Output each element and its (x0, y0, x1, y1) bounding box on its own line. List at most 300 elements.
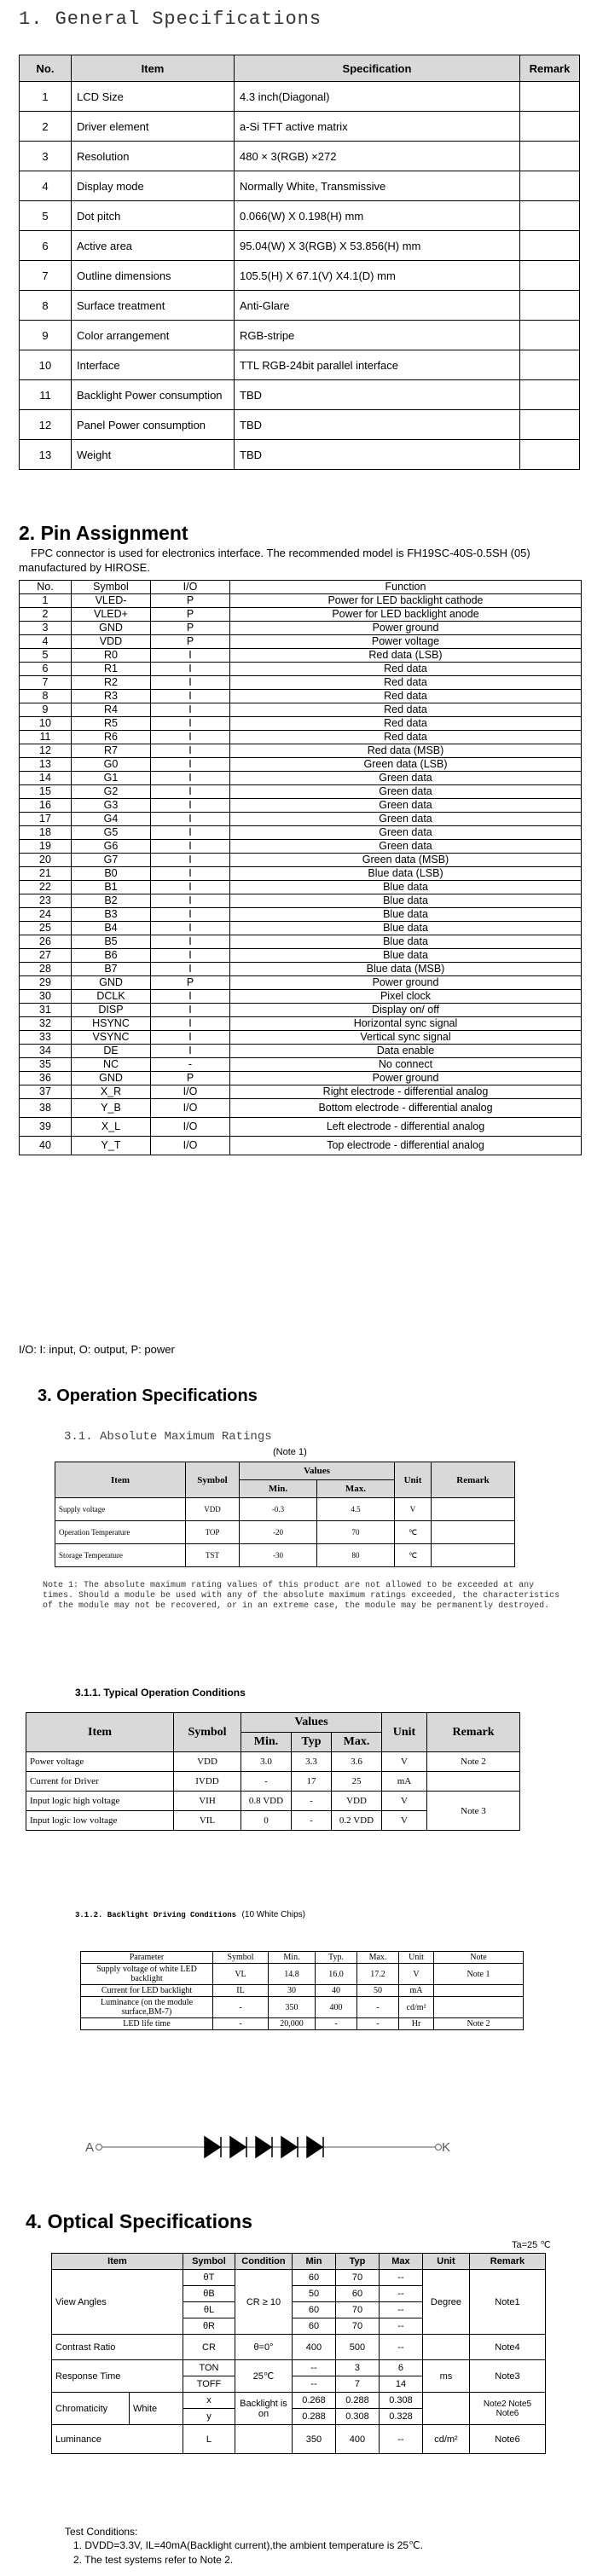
pin-cell: 6 (20, 663, 72, 676)
cell: θB (183, 2286, 235, 2302)
cell: 60 (292, 2302, 335, 2318)
table-row (20, 410, 580, 440)
col-header: Unit (399, 1952, 434, 1964)
pin-cell: G5 (72, 826, 151, 840)
cell (422, 2335, 469, 2360)
pin-cell: I (151, 935, 230, 949)
table-row (20, 380, 580, 410)
pin-row (20, 594, 582, 608)
pin-cell: B4 (72, 922, 151, 935)
cell: - (357, 2018, 399, 2030)
cell (520, 112, 580, 142)
pin-cell: R4 (72, 703, 151, 717)
cell: Hr (399, 2018, 434, 2030)
pin-row (20, 840, 582, 854)
pin-cell: Power voltage (230, 635, 582, 649)
pin-cell: I (151, 813, 230, 826)
pin-row (20, 990, 582, 1004)
pin-cell: G4 (72, 813, 151, 826)
pin-row (20, 1045, 582, 1058)
col-header: Remark (469, 2254, 545, 2270)
pin-row (20, 963, 582, 976)
cell: 2 (20, 112, 72, 142)
pin-cell: DCLK (72, 990, 151, 1004)
table-row (20, 231, 580, 261)
cell: -20 (240, 1521, 317, 1544)
cell: Luminance (52, 2425, 183, 2454)
pin-cell: 26 (20, 935, 72, 949)
cell (434, 1997, 524, 2018)
pin-cell: 5 (20, 649, 72, 663)
cell: Dot pitch (72, 201, 235, 231)
cell: VDD (174, 1752, 241, 1772)
pin-cell: Red data (230, 663, 582, 676)
cell: V (382, 1792, 427, 1811)
pin-cell: Blue data (230, 922, 582, 935)
cell (520, 321, 580, 350)
pin-cell: P (151, 635, 230, 649)
pins-intro: FPC connector is used for electronics interface. The recommended model is FH19SC-40S-0.5SH (05) manufactured by HIROSE. (19, 547, 530, 574)
pin-cell: I (151, 854, 230, 867)
backlight-subtitle-text: 3.1.2. Backlight Driving Conditions (75, 1911, 237, 1919)
pin-cell: G2 (72, 785, 151, 799)
pin-cell: I (151, 840, 230, 854)
cell (520, 410, 580, 440)
pin-cell: 8 (20, 690, 72, 703)
pin-cell: DISP (72, 1004, 151, 1017)
cell: θT (183, 2270, 235, 2286)
col-header: Typ (292, 1733, 332, 1752)
table-row (81, 1997, 524, 2018)
table-row (20, 321, 580, 350)
pin-cell: Y_B (72, 1099, 151, 1118)
cell: Supply voltage of white LED backlight (81, 1964, 213, 1985)
cell: y (183, 2409, 235, 2425)
abs-max-subtitle: 3.1. Absolute Maximum Ratings (64, 1430, 272, 1444)
pin-cell: I (151, 785, 230, 799)
cell: V (382, 1811, 427, 1831)
cell: mA (382, 1772, 427, 1792)
pin-cell: I (151, 963, 230, 976)
cell: ℃ (395, 1521, 432, 1544)
cell: - (213, 1997, 269, 2018)
table-row (52, 2360, 546, 2376)
section-operation-title: 3. Operation Specifications (38, 1386, 258, 1405)
pin-cell: P (151, 1072, 230, 1085)
pin-cell: G3 (72, 799, 151, 813)
pin-cell: 15 (20, 785, 72, 799)
cell: V (382, 1752, 427, 1772)
pin-cell: Green data (230, 826, 582, 840)
cell (520, 380, 580, 410)
pin-cell: B7 (72, 963, 151, 976)
col-header: Values (240, 1462, 395, 1480)
pin-cell: Green data (230, 772, 582, 785)
cell (520, 350, 580, 380)
cell: Degree (422, 2270, 469, 2335)
cell: - (357, 1997, 399, 2018)
pin-cell: Y_T (72, 1137, 151, 1155)
pin-cell: VDD (72, 635, 151, 649)
pin-cell: P (151, 622, 230, 635)
cell: Current for LED backlight (81, 1985, 213, 1997)
section-general-title: 1. General Specifications (19, 9, 322, 30)
table-row (55, 1498, 515, 1521)
pin-cell: 22 (20, 881, 72, 894)
pin-row (20, 867, 582, 881)
col-header: Max. (332, 1733, 382, 1752)
pin-cell: 35 (20, 1058, 72, 1072)
cell: 4 (20, 171, 72, 201)
pin-cell: Red data (230, 676, 582, 690)
table-row (20, 112, 580, 142)
pin-cell: I/O (151, 1099, 230, 1118)
cell: Display mode (72, 171, 235, 201)
col-header: Note (434, 1952, 524, 1964)
cell (434, 1985, 524, 1997)
table-row (26, 1792, 520, 1811)
cell: 13 (20, 440, 72, 470)
table-row (20, 291, 580, 321)
pin-cell: 12 (20, 744, 72, 758)
pin-row (20, 772, 582, 785)
cell: 6 (379, 2360, 422, 2376)
cell: -0.3 (240, 1498, 317, 1521)
col-header: Max (379, 2254, 422, 2270)
cell (520, 261, 580, 291)
pin-row (20, 1004, 582, 1017)
cell: IVDD (174, 1772, 241, 1792)
cell: -- (379, 2286, 422, 2302)
pin-cell: VLED- (72, 594, 151, 608)
pin-cell: G0 (72, 758, 151, 772)
cell: -- (379, 2425, 422, 2454)
cell: - (316, 2018, 357, 2030)
cell: Backlight Power consumption (72, 380, 235, 410)
cell: Input logic low voltage (26, 1811, 174, 1831)
pin-cell: 20 (20, 854, 72, 867)
pin-cell: 14 (20, 772, 72, 785)
pin-row (20, 799, 582, 813)
cell: 50 (292, 2286, 335, 2302)
pin-row (20, 1031, 582, 1045)
section-pins-title: 2. Pin Assignment (19, 522, 188, 544)
cell (432, 1521, 515, 1544)
table-row (55, 1521, 515, 1544)
cell: L (183, 2425, 235, 2454)
pin-cell: Power ground (230, 622, 582, 635)
cell: -30 (240, 1544, 317, 1567)
cell: θL (183, 2302, 235, 2318)
pin-cell: P (151, 594, 230, 608)
cell: 7 (20, 261, 72, 291)
pin-cell: X_L (72, 1118, 151, 1137)
cell: Chromaticity (52, 2393, 130, 2425)
cell: 30 (269, 1985, 316, 1997)
cell: 400 (335, 2425, 379, 2454)
col-header: Typ. (316, 1952, 357, 1964)
col-header: Unit (382, 1713, 427, 1752)
cell: LCD Size (72, 82, 235, 112)
pin-cell: B6 (72, 949, 151, 963)
pin-cell: Red data (230, 703, 582, 717)
pin-cell: 7 (20, 676, 72, 690)
pin-cell: I (151, 990, 230, 1004)
cell: 3.0 (241, 1752, 292, 1772)
pin-row (20, 1137, 582, 1155)
cell: LED life time (81, 2018, 213, 2030)
abs-max-note: Note 1: The absolute maximum rating values of this product are not allowed to be exceeded at any times. Should a module be used with any of the absolute maximum ratings exceeded, the characteristics of the module may not be recovered, or in an extreme case, the module may be permanently destroyed. (43, 1581, 560, 1611)
cell: Input logic high voltage (26, 1792, 174, 1811)
pin-cell: Vertical sync signal (230, 1031, 582, 1045)
cell: Outline dimensions (72, 261, 235, 291)
col-header: Typ (335, 2254, 379, 2270)
cell: 80 (317, 1544, 395, 1567)
cell: Luminance (on the module surface,BM-7) (81, 1997, 213, 2018)
cell: VL (213, 1964, 269, 1985)
cell: 70 (317, 1521, 395, 1544)
pin-cell: Red data (230, 690, 582, 703)
cell: - (213, 2018, 269, 2030)
table-row (26, 1772, 520, 1792)
pin-cell: I (151, 676, 230, 690)
pin-cell: Display on/ off (230, 1004, 582, 1017)
cell: 14.8 (269, 1964, 316, 1985)
diode-cathode-label: K (442, 2140, 451, 2155)
pin-cell: I (151, 758, 230, 772)
pin-row (20, 703, 582, 717)
pin-cell: I (151, 663, 230, 676)
cell: VIH (174, 1792, 241, 1811)
pin-cell: 16 (20, 799, 72, 813)
pin-cell: G1 (72, 772, 151, 785)
pin-cell: Green data (230, 813, 582, 826)
cell: Note4 (469, 2335, 545, 2360)
cell (427, 1772, 520, 1792)
table-header-row (52, 2254, 546, 2270)
pin-cell: I (151, 867, 230, 881)
cell: 0 (241, 1811, 292, 1831)
pin-row (20, 908, 582, 922)
cell: Driver element (72, 112, 235, 142)
pin-cell: P (151, 608, 230, 622)
pin-cell: I (151, 894, 230, 908)
cell: 0.328 (379, 2409, 422, 2425)
table-header-row (55, 1462, 515, 1480)
pin-cell: I (151, 772, 230, 785)
pin-row (20, 608, 582, 622)
pin-cell: VLED+ (72, 608, 151, 622)
pin-cell: I (151, 703, 230, 717)
cell: Operation Temperature (55, 1521, 186, 1544)
typ-subtitle: 3.1.1. Typical Operation Conditions (75, 1687, 246, 1699)
table-row (20, 82, 580, 112)
col-header: Symbol (186, 1462, 240, 1498)
cell: 0.308 (335, 2409, 379, 2425)
table-header-row (81, 1952, 524, 1964)
col-header: Item (72, 55, 235, 82)
typ-table (26, 1712, 520, 1831)
pin-cell: Power ground (230, 1072, 582, 1085)
pin-row (20, 1058, 582, 1072)
test-conditions-label: Test Conditions: (65, 2526, 138, 2538)
cell: Backlight is on (235, 2393, 292, 2425)
cell: - (241, 1772, 292, 1792)
pin-cell: 21 (20, 867, 72, 881)
pin-cell: 10 (20, 717, 72, 731)
pin-cell: Blue data (LSB) (230, 867, 582, 881)
cell: 0.066(W) X 0.198(H) mm (235, 201, 520, 231)
table-row (20, 201, 580, 231)
cell: TST (186, 1544, 240, 1567)
cell: Supply voltage (55, 1498, 186, 1521)
pin-table-body (20, 594, 582, 1155)
pin-cell: I (151, 717, 230, 731)
cell: 3.3 (292, 1752, 332, 1772)
cell: 10 (20, 350, 72, 380)
pin-cell: Right electrode - differential analog (230, 1085, 582, 1099)
cell: 400 (316, 1997, 357, 2018)
pin-row (20, 922, 582, 935)
cell: V (399, 1964, 434, 1985)
pin-cell: 19 (20, 840, 72, 854)
cell: 70 (335, 2270, 379, 2286)
cell (520, 142, 580, 171)
pin-cell: Red data (230, 717, 582, 731)
cell: Note 2 (427, 1752, 520, 1772)
table-row (26, 1752, 520, 1772)
cell: -- (379, 2270, 422, 2286)
pin-cell: 23 (20, 894, 72, 908)
pin-cell: R2 (72, 676, 151, 690)
pin-cell: 30 (20, 990, 72, 1004)
cell: 500 (335, 2335, 379, 2360)
pin-cell: P (151, 976, 230, 990)
cell: cd/m² (399, 1997, 434, 2018)
col-header: Unit (395, 1462, 432, 1498)
pin-cell: 25 (20, 922, 72, 935)
cell: -- (379, 2302, 422, 2318)
cell: 0.2 VDD (332, 1811, 382, 1831)
pin-cell: G7 (72, 854, 151, 867)
pin-cell: R3 (72, 690, 151, 703)
cell: 0.288 (292, 2409, 335, 2425)
cell: 11 (20, 380, 72, 410)
cell: a-Si TFT active matrix (235, 112, 520, 142)
pin-cell: Green data (230, 785, 582, 799)
cell: 3 (335, 2360, 379, 2376)
cell: -- (379, 2335, 422, 2360)
pin-cell: Green data (230, 840, 582, 854)
cell: Resolution (72, 142, 235, 171)
pin-cell: 17 (20, 813, 72, 826)
cell: Current for Driver (26, 1772, 174, 1792)
pin-cell: 39 (20, 1118, 72, 1137)
pin-row (20, 690, 582, 703)
cell (520, 201, 580, 231)
table-row (81, 2018, 524, 2030)
col-header: Item (55, 1462, 186, 1498)
pin-row (20, 663, 582, 676)
pin-row (20, 976, 582, 990)
pin-cell: G6 (72, 840, 151, 854)
cell: RGB-stripe (235, 321, 520, 350)
col-header: Specification (235, 55, 520, 82)
pin-cell: 13 (20, 758, 72, 772)
pin-cell: I (151, 826, 230, 840)
cell: 12 (20, 410, 72, 440)
backlight-subtitle (75, 1910, 305, 1919)
test-condition-2: 2. The test systems refer to Note 2. (73, 2554, 234, 2566)
pin-cell: I/O (151, 1118, 230, 1137)
pin-cell: 36 (20, 1072, 72, 1085)
table-header-row (20, 581, 582, 594)
cell: TBD (235, 380, 520, 410)
pin-cell: Green data (MSB) (230, 854, 582, 867)
pin-cell: No connect (230, 1058, 582, 1072)
backlight-chips: (10 White Chips) (241, 1910, 306, 1919)
table-row (20, 171, 580, 201)
cell: 0.308 (379, 2393, 422, 2409)
cell: White (130, 2393, 183, 2425)
pin-cell: I (151, 881, 230, 894)
cell: 400 (292, 2335, 335, 2360)
col-header: Min. (269, 1952, 316, 1964)
pin-cell: 37 (20, 1085, 72, 1099)
cell: Note 3 (427, 1792, 520, 1831)
cell: IL (213, 1985, 269, 1997)
pin-cell: Top electrode - differential analog (230, 1137, 582, 1155)
pin-cell: DE (72, 1045, 151, 1058)
pin-cell: B3 (72, 908, 151, 922)
pin-cell: 18 (20, 826, 72, 840)
cell: Contrast Ratio (52, 2335, 183, 2360)
col-header: I/O (151, 581, 230, 594)
cell: 60 (292, 2270, 335, 2286)
pin-cell: B5 (72, 935, 151, 949)
col-header: Symbol (213, 1952, 269, 1964)
cell: 17.2 (357, 1964, 399, 1985)
cell: 6 (20, 231, 72, 261)
pin-cell: I (151, 949, 230, 963)
pin-cell: Blue data (230, 949, 582, 963)
cell: Color arrangement (72, 321, 235, 350)
pin-row (20, 622, 582, 635)
pin-cell: I (151, 908, 230, 922)
pin-cell: 32 (20, 1017, 72, 1031)
cell: Active area (72, 231, 235, 261)
cell: VIL (174, 1811, 241, 1831)
pin-row (20, 1099, 582, 1118)
pin-cell: 33 (20, 1031, 72, 1045)
col-header: Min (292, 2254, 335, 2270)
abs-max-table (55, 1462, 515, 1567)
cell: 7 (335, 2376, 379, 2393)
pin-row (20, 826, 582, 840)
cell: 25 (332, 1772, 382, 1792)
pin-cell: I (151, 922, 230, 935)
cell: 60 (292, 2318, 335, 2335)
cell: θR (183, 2318, 235, 2335)
pin-cell: 9 (20, 703, 72, 717)
cell: 8 (20, 291, 72, 321)
pin-row (20, 949, 582, 963)
cell: TON (183, 2360, 235, 2376)
pin-cell: 31 (20, 1004, 72, 1017)
col-header: Max. (317, 1480, 395, 1498)
cell (432, 1498, 515, 1521)
cell (432, 1544, 515, 1567)
